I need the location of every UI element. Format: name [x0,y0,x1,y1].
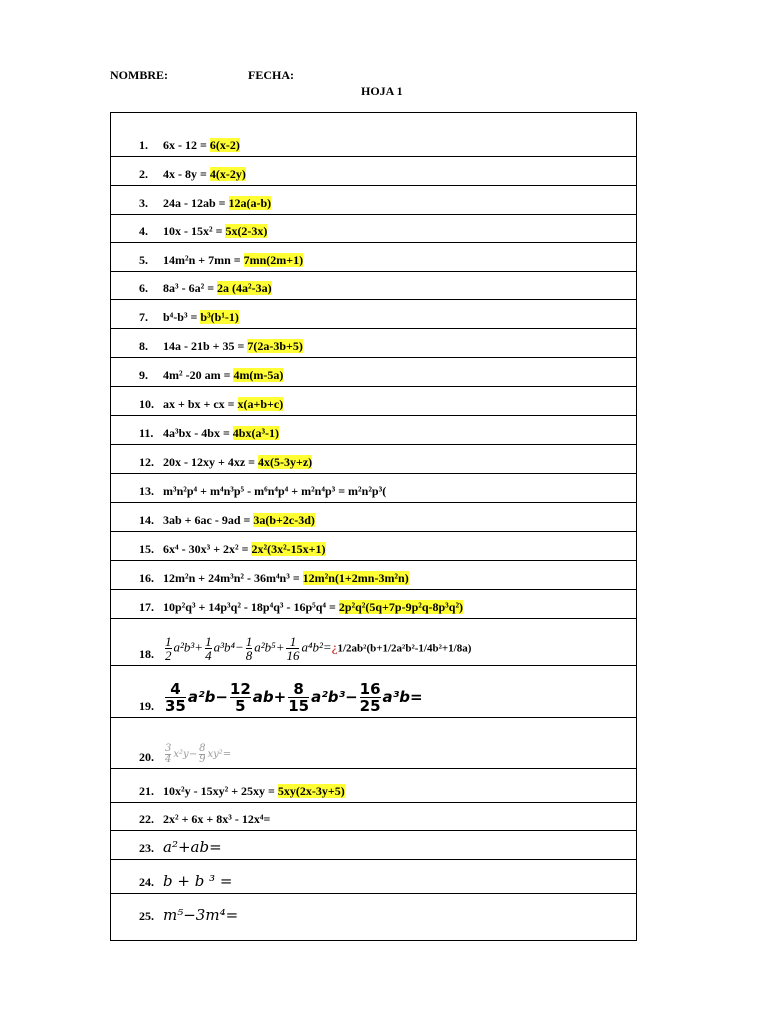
fraction [286,635,299,662]
math-term: a²b³ [311,688,346,706]
answer-highlight: x(a+b+c) [237,397,284,411]
exercise-row [111,386,636,415]
exercise-expression [163,784,345,799]
exercise-row [111,830,636,859]
numerator: 1 [205,634,212,649]
exercise-row [111,589,636,618]
exercise-number: 3. [139,196,148,210]
denominator: 25 [359,697,381,715]
exercise-row [111,717,636,768]
exercise-row [111,802,636,830]
exercise-expression [163,838,222,856]
denominator: 9 [199,754,206,765]
answer-highlight: 4(x-2y) [209,167,246,181]
denominator: 2 [165,648,172,663]
exercise-number: 20. [139,750,154,764]
question-text: 14a - 21b + 35 = [163,339,248,353]
exercise-expression [163,397,283,412]
math-term: − [235,639,244,655]
exercise-number: 13. [139,484,154,498]
exercise-number: 4. [139,224,148,238]
answer-highlight: 3a(b+2c-3d) [253,513,315,527]
exercise-expression [163,681,423,714]
exercise-row [111,768,636,802]
exercise-expression [163,872,232,890]
math-term: a³b [382,688,410,706]
exercise-number: 22. [139,812,154,826]
fraction [199,744,205,765]
question-text: b⁴-b³ = [163,310,201,324]
math-term: a⁴b² [301,639,323,655]
exercise-row [111,415,636,444]
answer-text: 1/2ab²(b+1/2a²b²-1/4b²+1/8a) [337,642,472,655]
answer-highlight: 4bx(a³-1) [232,426,280,440]
math-term: xy² [207,749,223,760]
exercise-table [110,112,637,941]
fraction [205,635,212,662]
math-term: a²b⁵ [254,639,276,655]
question-text: 12m²n + 24m³n² - 36m⁴n³ = [163,571,303,585]
answer-highlight: 7mn(2m+1) [243,253,304,267]
exercise-expression [163,484,386,499]
exercise-number: 24. [139,875,154,889]
exercise-row [111,618,636,665]
question-text: 6x⁴ - 30x³ + 2x² = [163,542,252,556]
question-text: 3ab + 6ac - 9ad = [163,513,254,527]
exercise-row [111,113,636,156]
math-term: + [275,639,285,655]
exercise-expression [163,253,303,268]
math-term: a³b⁴ [213,639,235,655]
math-term: + [194,639,204,655]
exercise-number: 12. [139,455,154,469]
math-term: − [188,749,198,760]
exercise-row [111,242,636,271]
exercise-expression [163,571,409,586]
math-term: = [222,749,232,760]
exercise-row [111,328,636,357]
answer-highlight: 2p²q²(5q+7p-9p²q-8p³q²) [338,600,464,614]
question-text: 4x - 8y = [163,167,210,181]
exercise-number: 15. [139,542,154,556]
exercise-expression [163,426,279,441]
denominator: 35 [165,697,186,715]
exercise-expression [163,542,326,557]
math-term: a²b [187,688,216,706]
exercise-expression [163,455,312,470]
answer-highlight: 12m²n(1+2mn-3m²n) [302,571,409,585]
exercise-number: 21. [139,784,154,798]
answer-highlight: b³(b¹-1) [200,310,239,324]
exercise-expression [163,167,246,182]
hoja-label: HOJA 1 [361,84,403,98]
question-mark: ¿ [331,639,338,655]
exercise-row [111,214,636,242]
question-text: 10x²y - 15xy² + 25xy = [163,784,278,798]
exercise-row [111,859,636,893]
exercise-number: 5. [139,253,148,267]
exercise-number: 16. [139,571,154,585]
exercise-number: 6. [139,281,148,295]
exercise-row [111,665,636,717]
answer-highlight: 5xy(2x-3y+5) [277,784,345,798]
fraction [288,681,309,714]
nombre-label: NOMBRE: [110,68,168,82]
exercise-row [111,299,636,328]
exercise-expression [163,138,240,153]
denominator: 8 [245,648,253,663]
answer-highlight: 6(x-2) [209,138,240,152]
numerator: 1 [245,634,253,649]
fraction [360,681,381,714]
exercise-row [111,185,636,214]
question-text: 14m²n + 7mn = [163,253,244,267]
numerator: 12 [229,680,251,698]
exercise-row [111,502,636,531]
math-term: a²b³ [173,639,195,655]
math-expression: a²+ab= [163,838,222,856]
exercise-expression [163,281,272,296]
exercise-row [111,357,636,386]
exercise-number: 18. [139,647,154,661]
denominator: 4 [205,648,212,663]
exercise-number: 8. [139,339,148,353]
question-text: 4m² -20 am = [163,368,234,382]
denominator: 15 [288,697,310,715]
exercise-row [111,531,636,560]
exercise-expression [163,906,238,924]
question-text: 2x² + 6x + 8x³ - 12x⁴= [163,812,271,826]
numerator: 1 [165,634,172,649]
exercise-number: 2. [139,167,148,181]
math-term: x²y [173,749,189,760]
math-term: ab [252,688,274,706]
exercise-expression [163,513,315,528]
math-expression: b + b ³ = [163,872,233,890]
exercise-number: 11. [139,426,154,440]
exercise-expression [163,744,231,765]
question-text: 6x - 12 = [163,138,210,152]
exercise-number: 9. [139,368,148,382]
exercise-number: 19. [139,699,154,713]
numerator: 3 [165,743,172,754]
question-text: 10p²q³ + 14p³q² - 18p⁴q³ - 16p⁵q⁴ = [163,600,339,614]
exercise-row [111,473,636,502]
denominator: 16 [286,648,300,663]
exercise-number: 23. [139,841,154,855]
answer-highlight: 12a(a-b) [228,196,272,210]
math-term: − [215,688,228,706]
numerator: 4 [170,680,181,698]
exercise-number: 17. [139,600,154,614]
exercise-number: 1. [139,138,148,152]
fraction [165,681,186,714]
math-term: + [273,688,287,706]
answer-highlight: 7(2a-3b+5) [247,339,303,353]
exercise-row [111,271,636,299]
exercise-expression [163,196,271,211]
math-expression: m⁵−3m⁴= [163,906,239,924]
question-text: 8a³ - 6a² = [163,281,218,295]
fraction [246,635,253,662]
exercise-number: 10. [139,397,154,411]
exercise-expression [163,368,283,383]
question-text: ax + bx + cx = [163,397,238,411]
numerator: 8 [199,743,206,754]
question-text: 24a - 12ab = [163,196,229,210]
denominator: 4 [165,754,172,765]
fraction [165,635,172,662]
exercise-number: 7. [139,310,148,324]
exercise-expression [163,600,463,615]
exercise-expression [163,812,270,827]
exercise-expression [163,339,303,354]
fraction [230,681,251,714]
answer-highlight: 4x(5-3y+z) [258,455,313,469]
exercise-row [111,156,636,185]
answer-highlight: 4m(m-5a) [233,368,284,382]
answer-highlight: 5x(2-3x) [225,224,268,238]
math-term: = [409,688,423,706]
numerator: 8 [293,680,304,698]
question-text: 10x - 15x² = [163,224,226,238]
answer-highlight: 2a (4a²-3a) [217,281,272,295]
numerator: 1 [289,634,297,649]
exercise-expression [163,635,471,662]
exercise-expression [163,310,239,325]
denominator: 5 [230,697,251,714]
exercise-row [111,893,636,927]
exercise-number: 14. [139,513,154,527]
question-text: 20x - 12xy + 4xz = [163,455,258,469]
numerator: 16 [359,680,381,698]
fecha-label: FECHA: [248,68,294,82]
exercise-row [111,444,636,473]
math-term: − [345,688,358,706]
question-text: 4a³bx - 4bx = [163,426,233,440]
exercise-row [111,560,636,589]
question-text: m³n²p⁴ + m⁴n³p⁵ - m⁶n⁴p⁴ + m²n⁴p³ = m²n²p³( [163,484,387,498]
exercise-number: 25. [139,909,154,923]
fraction [165,744,171,765]
answer-highlight: 2x²(3x²-15x+1) [251,542,326,556]
exercise-expression [163,224,267,239]
math-term: = [322,639,332,655]
